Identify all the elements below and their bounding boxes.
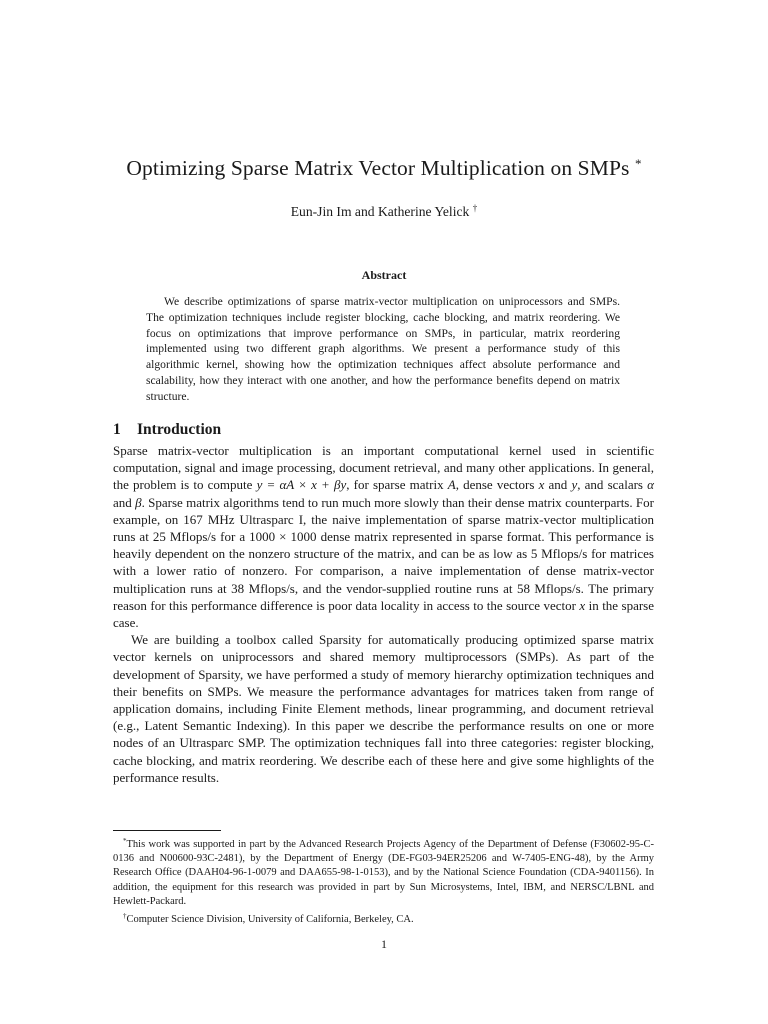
abstract-heading: Abstract <box>361 268 407 282</box>
math-matrix-a: A <box>447 477 456 493</box>
math-beta: β <box>135 494 142 510</box>
p1-text-h: dense matrix represented in sparse format. This performance is heavily dependent on the nonzero structure of the matrix, and can be as low as 5 Mflops/s for matrices with a lower ratio of nonzero. For comparison, a naive implementation of dense matrix-vector multiplication runs at 38 Mflops/s, and the vendor-supplied routine runs at 58 Mflops/s. The primary reason for this performance difference is poor data locality in access to the source vector <box>113 529 654 613</box>
section-number: 1 <box>113 421 121 438</box>
math-vector-y: y <box>571 477 578 493</box>
page-number: 1 <box>381 937 387 951</box>
p1-text-i: in the sparse case. <box>113 597 654 631</box>
math-source-vector-x: x <box>579 597 586 613</box>
title-text: Optimizing Sparse Matrix Vector Multiplication on SMPs <box>126 156 630 180</box>
equation-spmv: y = αA × x + βy <box>256 477 347 493</box>
footnote-affiliation <box>113 909 654 927</box>
p1-text-c: , dense vectors <box>455 477 539 493</box>
footnote-marker-star: * <box>123 837 127 845</box>
paper-title <box>0 156 768 181</box>
p1-text-g: . Sparse matrix algorithms tend to run much more slowly than their dense matrix counterparts. For example, on 167 MHz Ultrasparc I, the naive implementation of sparse matrix-vector multiplication runs at 25 Mflops/s for a <box>113 494 654 545</box>
footnote-divider <box>113 830 221 831</box>
footnotes <box>113 834 654 927</box>
p1-text-d: and <box>544 477 572 493</box>
footnote-affiliation-text: Computer Science Division, University of California, Berkeley, CA. <box>126 914 414 926</box>
p1-text-f: and <box>113 494 136 510</box>
p1-text-e: , and scalars <box>577 477 648 493</box>
footnote-funding-text: This work was supported in part by the Advanced Research Projects Agency of the Department of Defense (F30602-95-C-0136 and N00600-93C-2481), by the Department of Energy (DE-FG03-94ER25206 and W-7405-ENG-48), by the Army Research Office (DAAH04-96-1-0079 and DAA655-98-1-0153), and by the National Science Foundation (CDA-9401156). In addition, the equipment for this research was provided in part by Sun Microsystems, Intel, IBM, and NERSC/LBNL and Hewlett-Packard. <box>113 839 654 907</box>
title-footnote-marker: * <box>634 156 642 171</box>
math-dimension: 1000 × 1000 <box>249 529 317 545</box>
abstract-body: We describe optimizations of sparse matrix-vector multiplication on uniprocessors and SMPs. The optimization techniques include register blocking, cache blocking, and matrix reordering. We focus on optimizations that improve performance on SMPs, in particular, matrix reordering implemented using two different graph algorithms. We present a performance study of this algorithmic kernel, showing how the optimization techniques affect absolute performance and scalability, how they interact with one another, and how the performance benefits depend on matrix structure. <box>146 295 620 403</box>
authors-text: Eun-Jin Im and Katherine Yelick <box>290 204 470 219</box>
math-vector-x: x <box>538 477 545 493</box>
authors-footnote-marker: † <box>472 203 478 213</box>
intro-paragraph-1 <box>113 442 654 631</box>
section-title: Introduction <box>137 421 222 438</box>
author-line <box>0 203 768 220</box>
section-heading <box>113 421 221 439</box>
footnote-marker-dagger: † <box>123 912 127 921</box>
section-body <box>113 442 654 786</box>
intro-paragraph-2: We are building a toolbox called Sparsity for automatically producing optimized sparse matrix vector kernels on uniprocessors and shared memory multiprocessors (SMPs). As part of the development of Sparsity, we have performed a study of memory hierarchy optimization techniques and their benefits on SMPs. We measure the performance advantages for matrices taken from range of application domains, including Finite Element methods, linear programming, and document retrieval (e.g., Latent Semantic Indexing). In this paper we describe the performance results on one or more nodes of an Ultrasparc SMP. The optimization techniques fall into three categories: register blocking, cache blocking, and matrix reordering. We describe each of these here and give some highlights of the performance results. <box>113 632 654 785</box>
p1-text-b: , for sparse matrix <box>346 477 448 493</box>
footnote-funding <box>113 834 654 909</box>
math-alpha: α <box>647 477 654 493</box>
p1-text-a: Sparse matrix-vector multiplication is an important computational kernel used in scientific computation, signal and image processing, document retrieval, and many other applications. In general, the problem is to compute <box>113 443 654 493</box>
